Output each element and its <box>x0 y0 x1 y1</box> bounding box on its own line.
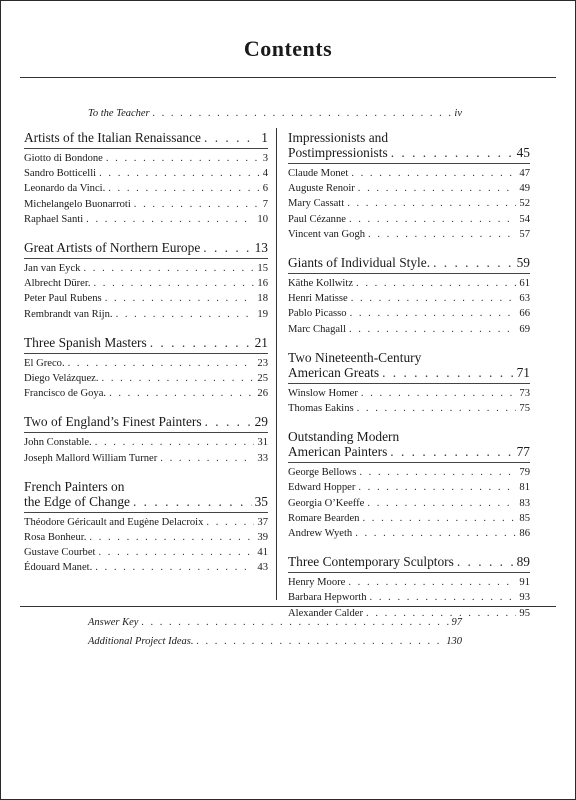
entry-page-number: 47 <box>519 168 530 179</box>
section-heading-line: American Greats <box>288 364 380 380</box>
entry-page-number: 54 <box>519 213 530 225</box>
section-page-number: 29 <box>254 414 268 430</box>
toc-entry <box>24 435 268 450</box>
leader-dots <box>95 435 255 450</box>
back-matter-label: Answer Key <box>88 617 139 628</box>
leader-dots <box>367 496 516 511</box>
leader-dots <box>391 145 514 160</box>
toc-entry <box>288 322 530 337</box>
leader-dots <box>102 371 255 386</box>
section-page-number: 77 <box>516 444 530 460</box>
section-heading <box>24 240 268 255</box>
leader-dots <box>204 130 258 145</box>
toc-entry <box>288 276 530 291</box>
leader-dots <box>141 617 448 628</box>
section-heading-row <box>288 255 530 270</box>
section-heading-line: Outstanding Modern <box>288 429 400 445</box>
toc-section <box>24 335 268 402</box>
leader-dots <box>382 365 514 380</box>
toc-entry <box>24 545 268 560</box>
section-heading-line: Three Spanish Masters <box>24 334 147 350</box>
toc-entry <box>288 181 530 196</box>
leader-dots <box>362 511 516 526</box>
entry-page-number: 61 <box>519 278 530 290</box>
entry-name: Romare Bearden <box>288 512 360 524</box>
toc-entry <box>288 196 530 211</box>
section-page-number: 21 <box>254 334 268 350</box>
entry-name: Thomas Eakins <box>288 403 354 415</box>
toc-entry <box>24 166 268 181</box>
toc-entry <box>288 511 530 526</box>
entry-page-number: 41 <box>257 547 268 559</box>
section-entries <box>288 163 530 242</box>
entry-page-number: 4 <box>262 168 268 180</box>
toc-entry <box>288 401 530 416</box>
toc-entry <box>288 306 530 321</box>
leader-dots <box>349 212 516 227</box>
entry-name: Mary Cassatt <box>288 198 345 210</box>
entry-name: Albrecht Dürer. <box>24 278 91 290</box>
toc-entry <box>288 212 530 227</box>
leader-dots <box>93 276 254 291</box>
entry-name: Gustave Courbet <box>24 547 96 559</box>
back-matter-label: Additional Project Ideas. <box>88 636 194 647</box>
section-heading-line: Three Contemporary Sculptors <box>288 554 454 570</box>
toc-entry <box>288 575 530 590</box>
toc-entry <box>288 227 530 242</box>
section-heading <box>288 130 530 160</box>
back-matter-line <box>88 617 462 628</box>
section-heading-row <box>24 494 268 509</box>
leader-dots <box>99 166 260 181</box>
entry-page-number: 39 <box>257 532 268 544</box>
section-entries <box>24 148 268 227</box>
entry-name: Edward Hopper <box>288 482 356 494</box>
entry-name: Diego Velázquez. <box>24 373 99 385</box>
section-heading-line: Giants of Individual Style. <box>288 255 431 271</box>
title-rule <box>20 77 556 78</box>
front-matter-label: To the Teacher <box>88 108 150 119</box>
front-matter-page: iv <box>454 108 462 119</box>
entry-name: Henry Moore <box>288 577 346 589</box>
entry-page-number: 95 <box>519 607 530 619</box>
entry-page-number: 52 <box>519 198 530 210</box>
entry-page-number: 18 <box>257 293 268 305</box>
toc-section <box>288 429 530 541</box>
leader-dots <box>350 306 517 321</box>
section-entries <box>288 572 530 621</box>
leader-dots <box>86 212 254 227</box>
section-page-number: 1 <box>261 130 268 145</box>
toc-entry <box>24 530 268 545</box>
entry-name: Théodore Géricault and Eugène Delacroix <box>24 516 204 528</box>
entry-name: Rosa Bonheur. <box>24 532 87 544</box>
toc-entry <box>24 276 268 291</box>
section-entries <box>288 383 530 416</box>
toc-entry <box>24 212 268 227</box>
leader-dots <box>106 151 260 166</box>
leader-dots <box>196 636 443 647</box>
toc-section <box>288 130 530 242</box>
toc-entry <box>24 307 268 322</box>
entry-page-number: 79 <box>519 467 530 479</box>
toc-entry <box>288 166 530 181</box>
entry-name: Auguste Renoir <box>288 183 355 195</box>
toc-section <box>24 414 268 465</box>
entry-name: Alexander Calder <box>288 607 364 619</box>
section-heading <box>288 554 530 569</box>
leader-dots <box>357 401 517 416</box>
front-matter-line <box>88 108 462 119</box>
section-heading <box>288 350 530 380</box>
entry-name: Joseph Mallord William Turner <box>24 452 158 464</box>
entry-name: Francisco de Goya. <box>24 388 107 400</box>
section-heading <box>24 414 268 429</box>
leader-dots <box>349 322 516 337</box>
section-heading-line: French Painters on <box>24 478 125 494</box>
leader-dots <box>150 335 252 350</box>
entry-page-number: 86 <box>519 528 530 540</box>
section-heading-line: Artists of the Italian Renaissance <box>24 130 202 145</box>
entry-name: Vincent van Gogh <box>288 228 366 240</box>
leader-dots <box>358 181 517 196</box>
entry-name: Claude Monet <box>288 168 349 179</box>
entry-page-number: 75 <box>519 403 530 415</box>
entry-page-number: 66 <box>519 308 530 320</box>
back-matter-line <box>88 636 462 647</box>
section-heading-line: Two Nineteenth-Century <box>288 349 422 365</box>
toc-left-column <box>24 130 268 589</box>
entry-name: Rembrandt van Rijn. <box>24 308 113 320</box>
section-page-number: 89 <box>516 554 530 570</box>
leader-dots <box>134 197 260 212</box>
section-heading-line: American Painters <box>288 444 388 460</box>
entry-page-number: 23 <box>257 357 268 369</box>
toc-entry <box>288 496 530 511</box>
section-heading-row <box>288 444 530 459</box>
entry-page-number: 43 <box>257 562 268 574</box>
toc-section <box>24 479 268 576</box>
entry-name: El Greco. <box>24 357 65 369</box>
entry-name: Andrew Wyeth <box>288 528 353 540</box>
section-heading-line: the Edge of Change <box>24 493 130 509</box>
entry-name: Édouard Manet. <box>24 562 93 574</box>
toc-entry <box>288 480 530 495</box>
toc-section <box>24 130 268 227</box>
back-matter-page: 130 <box>446 636 462 647</box>
toc-entry <box>24 291 268 306</box>
toc-section <box>24 240 268 322</box>
leader-dots <box>390 444 513 459</box>
entry-page-number: 7 <box>262 198 268 210</box>
entry-page-number: 15 <box>257 263 268 275</box>
back-matter-page: 97 <box>451 617 462 628</box>
leader-dots <box>361 386 517 401</box>
toc-entry <box>24 560 268 575</box>
toc-entry <box>24 356 268 371</box>
entry-page-number: 69 <box>519 323 530 335</box>
entry-name: Winslow Homer <box>288 387 358 399</box>
entry-name: Sandro Botticelli <box>24 168 97 180</box>
section-heading-line: Great Artists of Northern Europe <box>24 240 201 256</box>
entry-page-number: 57 <box>519 228 530 240</box>
entry-name: Barbara Hepworth <box>288 592 367 604</box>
toc-section <box>288 350 530 416</box>
leader-dots <box>153 108 452 119</box>
toc-entry <box>288 291 530 306</box>
leader-dots <box>359 465 516 480</box>
leader-dots <box>108 181 259 196</box>
entry-name: Peter Paul Rubens <box>24 293 102 305</box>
section-page-number: 13 <box>254 240 268 256</box>
entry-name: Raphael Santi <box>24 213 84 225</box>
section-heading <box>24 479 268 509</box>
entry-page-number: 85 <box>519 512 530 524</box>
leader-dots <box>351 291 517 306</box>
toc-right-column <box>288 130 530 634</box>
section-entries <box>24 353 268 402</box>
section-heading-line: Impressionists and <box>288 130 389 145</box>
section-entries <box>24 258 268 322</box>
section-page-number: 35 <box>254 493 268 509</box>
entry-page-number: 10 <box>257 213 268 225</box>
entry-name: John Constable. <box>24 437 92 449</box>
section-page-number: 45 <box>516 145 530 160</box>
toc-entry <box>288 526 530 541</box>
leader-dots <box>356 276 516 291</box>
leader-dots <box>351 166 516 181</box>
entry-page-number: 6 <box>262 183 268 195</box>
toc-entry <box>24 371 268 386</box>
entry-name: Marc Chagall <box>288 323 346 335</box>
section-entries <box>288 273 530 337</box>
leader-dots <box>99 545 255 560</box>
leader-dots <box>358 480 516 495</box>
entry-name: Paul Cézanne <box>288 213 346 225</box>
section-page-number: 71 <box>516 364 530 380</box>
entry-name: Georgia O’Keeffe <box>288 497 365 509</box>
entry-page-number: 93 <box>519 592 530 604</box>
entry-name: Jan van Eyck <box>24 263 81 275</box>
entry-page-number: 33 <box>257 452 268 464</box>
back-matter-rule <box>20 606 556 607</box>
leader-dots <box>206 515 254 530</box>
section-heading-row <box>24 240 268 255</box>
leader-dots <box>68 356 255 371</box>
section-heading-row <box>288 145 530 160</box>
leader-dots <box>116 307 255 322</box>
entry-page-number: 31 <box>257 437 268 449</box>
entry-page-number: 63 <box>519 293 530 305</box>
section-entries <box>24 432 268 465</box>
leader-dots <box>348 575 516 590</box>
toc-entry <box>288 590 530 605</box>
toc-section <box>288 255 530 337</box>
entry-page-number: 19 <box>257 308 268 320</box>
entry-name: Giotto di Bondone <box>24 153 103 164</box>
leader-dots <box>133 494 252 509</box>
section-heading-row <box>24 335 268 350</box>
toc-entry <box>24 151 268 166</box>
toc-entry <box>24 181 268 196</box>
section-entries <box>288 462 530 541</box>
entry-page-number: 81 <box>519 482 530 494</box>
entry-page-number: 26 <box>257 388 268 400</box>
entry-page-number: 91 <box>519 577 530 589</box>
page-title: Contents <box>243 36 333 61</box>
section-entries <box>24 512 268 576</box>
section-heading <box>24 130 268 145</box>
leader-dots <box>160 451 254 466</box>
leader-dots <box>347 196 516 211</box>
toc-entry <box>24 386 268 401</box>
section-heading-row <box>24 414 268 429</box>
section-heading-row <box>288 365 530 380</box>
entry-page-number: 73 <box>519 387 530 399</box>
column-divider <box>276 128 277 600</box>
section-heading <box>288 429 530 459</box>
leader-dots <box>109 386 254 401</box>
section-heading <box>288 255 530 270</box>
entry-page-number: 16 <box>257 278 268 290</box>
leader-dots <box>205 414 252 429</box>
leader-dots <box>355 526 516 541</box>
leader-dots <box>433 255 514 270</box>
section-heading-line: Two of England’s Finest Painters <box>24 414 202 430</box>
entry-page-number: 37 <box>257 516 268 528</box>
toc-entry <box>24 197 268 212</box>
section-heading <box>24 335 268 350</box>
entry-page-number: 3 <box>262 153 268 164</box>
toc-entry <box>24 261 268 276</box>
leader-dots <box>83 261 254 276</box>
toc-entry <box>24 515 268 530</box>
toc-entry <box>288 386 530 401</box>
leader-dots <box>105 291 255 306</box>
section-heading-row <box>24 130 268 145</box>
leader-dots <box>89 530 254 545</box>
toc-entry <box>288 465 530 480</box>
leader-dots <box>368 227 516 242</box>
entry-name: George Bellows <box>288 467 357 479</box>
toc-section <box>288 554 530 621</box>
leader-dots <box>457 554 514 569</box>
section-heading-row <box>288 554 530 569</box>
entry-name: Käthe Kollwitz <box>288 278 354 290</box>
toc-entry <box>24 451 268 466</box>
leader-dots <box>370 590 517 605</box>
entry-name: Michelangelo Buonarroti <box>24 198 131 210</box>
entry-name: Pablo Picasso <box>288 308 347 320</box>
leader-dots <box>95 560 254 575</box>
entry-page-number: 25 <box>257 373 268 385</box>
entry-page-number: 83 <box>519 497 530 509</box>
section-page-number: 59 <box>516 255 530 271</box>
leader-dots <box>203 240 251 255</box>
entry-page-number: 49 <box>519 183 530 195</box>
entry-name: Leonardo da Vinci. <box>24 183 106 195</box>
entry-name: Henri Matisse <box>288 293 348 305</box>
section-heading-line: Postimpressionists <box>288 145 388 160</box>
